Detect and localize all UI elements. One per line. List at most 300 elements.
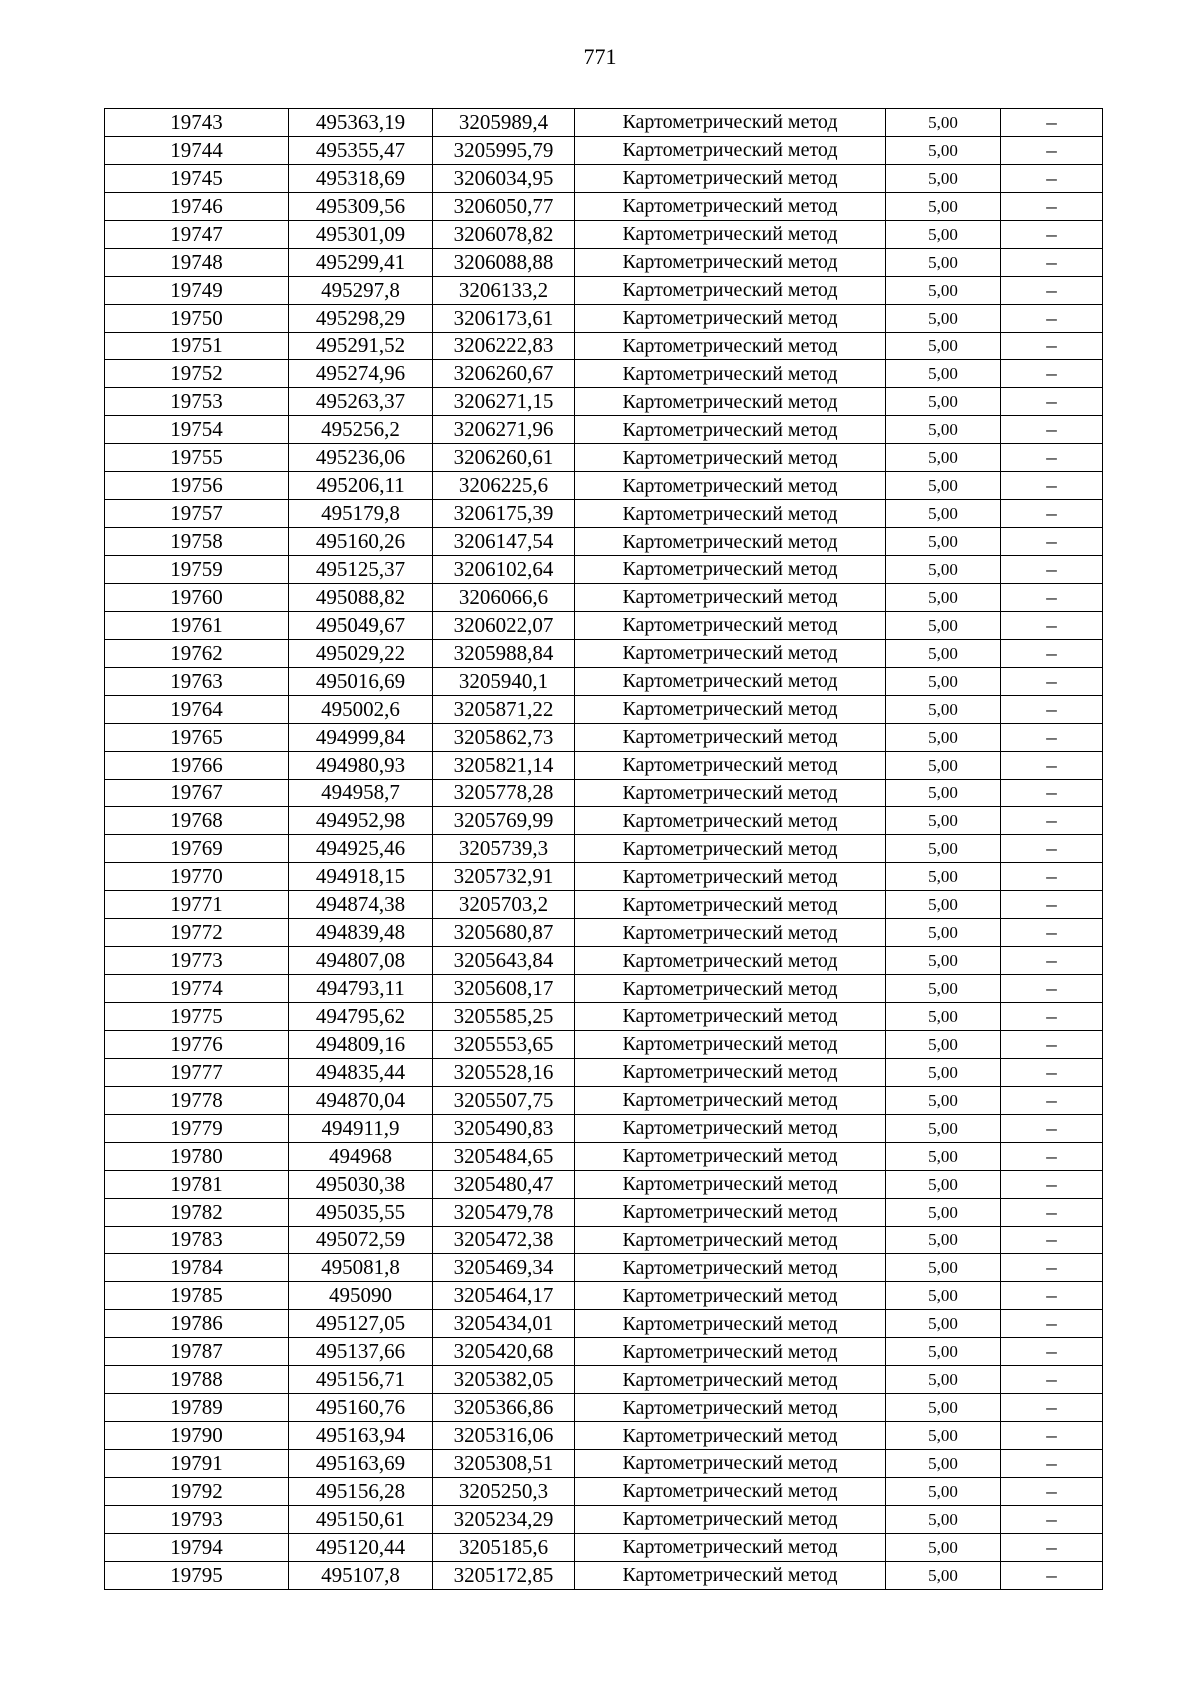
table-row [105, 220, 1103, 248]
table-row [105, 1170, 1103, 1198]
y-coordinate-cell: 3206222,83 [433, 332, 575, 360]
accuracy-cell: 5,00 [886, 1086, 1001, 1114]
method-cell: Картометрический метод [575, 1254, 886, 1282]
method-cell: Картометрический метод [575, 1030, 886, 1058]
table-row [105, 360, 1103, 388]
x-coordinate-cell: 495016,69 [289, 667, 433, 695]
empty-mark-cell: – [1001, 1254, 1103, 1282]
x-coordinate-cell: 495160,26 [289, 528, 433, 556]
x-coordinate-cell: 495081,8 [289, 1254, 433, 1282]
empty-mark-cell: – [1001, 1561, 1103, 1589]
x-coordinate-cell: 495156,71 [289, 1366, 433, 1394]
y-coordinate-cell: 3205490,83 [433, 1114, 575, 1142]
accuracy-cell: 5,00 [886, 1394, 1001, 1422]
y-coordinate-cell: 3206102,64 [433, 556, 575, 584]
point-id-cell: 19781 [105, 1170, 289, 1198]
point-id-cell: 19777 [105, 1058, 289, 1086]
y-coordinate-cell: 3206088,88 [433, 248, 575, 276]
table-row [105, 1366, 1103, 1394]
point-id-cell: 19759 [105, 556, 289, 584]
y-coordinate-cell: 3205469,34 [433, 1254, 575, 1282]
x-coordinate-cell: 495030,38 [289, 1170, 433, 1198]
y-coordinate-cell: 3205995,79 [433, 136, 575, 164]
accuracy-cell: 5,00 [886, 332, 1001, 360]
empty-mark-cell: – [1001, 304, 1103, 332]
empty-mark-cell: – [1001, 947, 1103, 975]
point-id-cell: 19760 [105, 583, 289, 611]
empty-mark-cell: – [1001, 1422, 1103, 1450]
x-coordinate-cell: 495090 [289, 1282, 433, 1310]
method-cell: Картометрический метод [575, 248, 886, 276]
point-id-cell: 19783 [105, 1226, 289, 1254]
x-coordinate-cell: 494980,93 [289, 751, 433, 779]
x-coordinate-cell: 494835,44 [289, 1058, 433, 1086]
x-coordinate-cell: 495163,69 [289, 1450, 433, 1478]
point-id-cell: 19745 [105, 164, 289, 192]
empty-mark-cell: – [1001, 1058, 1103, 1086]
point-id-cell: 19754 [105, 416, 289, 444]
method-cell: Картометрический метод [575, 1170, 886, 1198]
empty-mark-cell: – [1001, 611, 1103, 639]
accuracy-cell: 5,00 [886, 1003, 1001, 1031]
y-coordinate-cell: 3205643,84 [433, 947, 575, 975]
point-id-cell: 19786 [105, 1310, 289, 1338]
accuracy-cell: 5,00 [886, 1114, 1001, 1142]
empty-mark-cell: – [1001, 1282, 1103, 1310]
method-cell: Картометрический метод [575, 444, 886, 472]
point-id-cell: 19778 [105, 1086, 289, 1114]
method-cell: Картометрический метод [575, 109, 886, 137]
accuracy-cell: 5,00 [886, 835, 1001, 863]
table-row [105, 695, 1103, 723]
y-coordinate-cell: 3206260,61 [433, 444, 575, 472]
accuracy-cell: 5,00 [886, 472, 1001, 500]
empty-mark-cell: – [1001, 751, 1103, 779]
table-row [105, 975, 1103, 1003]
y-coordinate-cell: 3205989,4 [433, 109, 575, 137]
y-coordinate-cell: 3205420,68 [433, 1338, 575, 1366]
accuracy-cell: 5,00 [886, 304, 1001, 332]
table-row [105, 1142, 1103, 1170]
y-coordinate-cell: 3205769,99 [433, 807, 575, 835]
empty-mark-cell: – [1001, 1142, 1103, 1170]
accuracy-cell: 5,00 [886, 1338, 1001, 1366]
y-coordinate-cell: 3205585,25 [433, 1003, 575, 1031]
empty-mark-cell: – [1001, 332, 1103, 360]
point-id-cell: 19751 [105, 332, 289, 360]
y-coordinate-cell: 3205434,01 [433, 1310, 575, 1338]
method-cell: Картометрический метод [575, 807, 886, 835]
accuracy-cell: 5,00 [886, 723, 1001, 751]
x-coordinate-cell: 495150,61 [289, 1505, 433, 1533]
method-cell: Картометрический метод [575, 136, 886, 164]
accuracy-cell: 5,00 [886, 891, 1001, 919]
accuracy-cell: 5,00 [886, 1366, 1001, 1394]
empty-mark-cell: – [1001, 444, 1103, 472]
empty-mark-cell: – [1001, 1198, 1103, 1226]
x-coordinate-cell: 495263,37 [289, 388, 433, 416]
accuracy-cell: 5,00 [886, 276, 1001, 304]
method-cell: Картометрический метод [575, 1226, 886, 1254]
table-row [105, 583, 1103, 611]
empty-mark-cell: – [1001, 1394, 1103, 1422]
point-id-cell: 19758 [105, 528, 289, 556]
point-id-cell: 19785 [105, 1282, 289, 1310]
method-cell: Картометрический метод [575, 1338, 886, 1366]
x-coordinate-cell: 495179,8 [289, 500, 433, 528]
accuracy-cell: 5,00 [886, 751, 1001, 779]
x-coordinate-cell: 495297,8 [289, 276, 433, 304]
table-row [105, 1282, 1103, 1310]
method-cell: Картометрический метод [575, 947, 886, 975]
empty-mark-cell: – [1001, 1450, 1103, 1478]
empty-mark-cell: – [1001, 667, 1103, 695]
x-coordinate-cell: 494807,08 [289, 947, 433, 975]
accuracy-cell: 5,00 [886, 779, 1001, 807]
method-cell: Картометрический метод [575, 416, 886, 444]
y-coordinate-cell: 3205382,05 [433, 1366, 575, 1394]
empty-mark-cell: – [1001, 975, 1103, 1003]
accuracy-cell: 5,00 [886, 1058, 1001, 1086]
point-id-cell: 19768 [105, 807, 289, 835]
empty-mark-cell: – [1001, 1477, 1103, 1505]
table-row [105, 472, 1103, 500]
method-cell: Картометрический метод [575, 639, 886, 667]
table-row [105, 248, 1103, 276]
x-coordinate-cell: 494809,16 [289, 1030, 433, 1058]
table-row [105, 919, 1103, 947]
empty-mark-cell: – [1001, 276, 1103, 304]
y-coordinate-cell: 3205553,65 [433, 1030, 575, 1058]
x-coordinate-cell: 495301,09 [289, 220, 433, 248]
empty-mark-cell: – [1001, 1338, 1103, 1366]
table-row [105, 1030, 1103, 1058]
x-coordinate-cell: 495072,59 [289, 1226, 433, 1254]
x-coordinate-cell: 494795,62 [289, 1003, 433, 1031]
empty-mark-cell: – [1001, 248, 1103, 276]
point-id-cell: 19769 [105, 835, 289, 863]
table-row [105, 639, 1103, 667]
method-cell: Картометрический метод [575, 1142, 886, 1170]
method-cell: Картометрический метод [575, 1561, 886, 1589]
x-coordinate-cell: 495256,2 [289, 416, 433, 444]
x-coordinate-cell: 495156,28 [289, 1477, 433, 1505]
empty-mark-cell: – [1001, 1310, 1103, 1338]
method-cell: Картометрический метод [575, 1422, 886, 1450]
y-coordinate-cell: 3205821,14 [433, 751, 575, 779]
table-row [105, 667, 1103, 695]
method-cell: Картометрический метод [575, 332, 886, 360]
x-coordinate-cell: 495107,8 [289, 1561, 433, 1589]
y-coordinate-cell: 3206173,61 [433, 304, 575, 332]
table-row [105, 891, 1103, 919]
x-coordinate-cell: 494793,11 [289, 975, 433, 1003]
method-cell: Картометрический метод [575, 360, 886, 388]
x-coordinate-cell: 495355,47 [289, 136, 433, 164]
empty-mark-cell: – [1001, 1170, 1103, 1198]
empty-mark-cell: – [1001, 639, 1103, 667]
method-cell: Картометрический метод [575, 667, 886, 695]
method-cell: Картометрический метод [575, 1477, 886, 1505]
method-cell: Картометрический метод [575, 723, 886, 751]
y-coordinate-cell: 3206271,96 [433, 416, 575, 444]
y-coordinate-cell: 3205871,22 [433, 695, 575, 723]
empty-mark-cell: – [1001, 583, 1103, 611]
y-coordinate-cell: 3205484,65 [433, 1142, 575, 1170]
empty-mark-cell: – [1001, 136, 1103, 164]
point-id-cell: 19775 [105, 1003, 289, 1031]
empty-mark-cell: – [1001, 528, 1103, 556]
point-id-cell: 19790 [105, 1422, 289, 1450]
x-coordinate-cell: 495236,06 [289, 444, 433, 472]
point-id-cell: 19787 [105, 1338, 289, 1366]
point-id-cell: 19771 [105, 891, 289, 919]
method-cell: Картометрический метод [575, 919, 886, 947]
table-row [105, 1226, 1103, 1254]
y-coordinate-cell: 3206225,6 [433, 472, 575, 500]
table-row [105, 947, 1103, 975]
point-id-cell: 19746 [105, 192, 289, 220]
x-coordinate-cell: 494999,84 [289, 723, 433, 751]
method-cell: Картометрический метод [575, 1533, 886, 1561]
empty-mark-cell: – [1001, 360, 1103, 388]
point-id-cell: 19747 [105, 220, 289, 248]
method-cell: Картометрический метод [575, 192, 886, 220]
method-cell: Картометрический метод [575, 500, 886, 528]
x-coordinate-cell: 495029,22 [289, 639, 433, 667]
empty-mark-cell: – [1001, 192, 1103, 220]
point-id-cell: 19770 [105, 863, 289, 891]
y-coordinate-cell: 3205316,06 [433, 1422, 575, 1450]
accuracy-cell: 5,00 [886, 1282, 1001, 1310]
point-id-cell: 19752 [105, 360, 289, 388]
table-row [105, 779, 1103, 807]
empty-mark-cell: – [1001, 779, 1103, 807]
x-coordinate-cell: 495127,05 [289, 1310, 433, 1338]
empty-mark-cell: – [1001, 723, 1103, 751]
method-cell: Картометрический метод [575, 1394, 886, 1422]
empty-mark-cell: – [1001, 416, 1103, 444]
y-coordinate-cell: 3205778,28 [433, 779, 575, 807]
point-id-cell: 19753 [105, 388, 289, 416]
accuracy-cell: 5,00 [886, 1226, 1001, 1254]
x-coordinate-cell: 494870,04 [289, 1086, 433, 1114]
empty-mark-cell: – [1001, 1114, 1103, 1142]
method-cell: Картометрический метод [575, 556, 886, 584]
x-coordinate-cell: 495274,96 [289, 360, 433, 388]
y-coordinate-cell: 3205680,87 [433, 919, 575, 947]
point-id-cell: 19765 [105, 723, 289, 751]
accuracy-cell: 5,00 [886, 220, 1001, 248]
accuracy-cell: 5,00 [886, 528, 1001, 556]
x-coordinate-cell: 495160,76 [289, 1394, 433, 1422]
empty-mark-cell: – [1001, 919, 1103, 947]
point-id-cell: 19791 [105, 1450, 289, 1478]
empty-mark-cell: – [1001, 500, 1103, 528]
point-id-cell: 19761 [105, 611, 289, 639]
accuracy-cell: 5,00 [886, 556, 1001, 584]
y-coordinate-cell: 3205479,78 [433, 1198, 575, 1226]
table-row [105, 1505, 1103, 1533]
y-coordinate-cell: 3206260,67 [433, 360, 575, 388]
point-id-cell: 19743 [105, 109, 289, 137]
y-coordinate-cell: 3205732,91 [433, 863, 575, 891]
point-id-cell: 19782 [105, 1198, 289, 1226]
table-row [105, 556, 1103, 584]
y-coordinate-cell: 3205507,75 [433, 1086, 575, 1114]
accuracy-cell: 5,00 [886, 611, 1001, 639]
table-row [105, 1310, 1103, 1338]
x-coordinate-cell: 495299,41 [289, 248, 433, 276]
accuracy-cell: 5,00 [886, 807, 1001, 835]
method-cell: Картометрический метод [575, 528, 886, 556]
point-id-cell: 19779 [105, 1114, 289, 1142]
y-coordinate-cell: 3205739,3 [433, 835, 575, 863]
x-coordinate-cell: 495163,94 [289, 1422, 433, 1450]
table-row [105, 1058, 1103, 1086]
y-coordinate-cell: 3205528,16 [433, 1058, 575, 1086]
table-row [105, 1533, 1103, 1561]
method-cell: Картометрический метод [575, 863, 886, 891]
table-row [105, 109, 1103, 137]
empty-mark-cell: – [1001, 863, 1103, 891]
point-id-cell: 19762 [105, 639, 289, 667]
empty-mark-cell: – [1001, 1003, 1103, 1031]
accuracy-cell: 5,00 [886, 1533, 1001, 1561]
accuracy-cell: 5,00 [886, 1254, 1001, 1282]
x-coordinate-cell: 494918,15 [289, 863, 433, 891]
point-id-cell: 19764 [105, 695, 289, 723]
method-cell: Картометрический метод [575, 164, 886, 192]
table-row [105, 1561, 1103, 1589]
y-coordinate-cell: 3205234,29 [433, 1505, 575, 1533]
point-id-cell: 19776 [105, 1030, 289, 1058]
accuracy-cell: 5,00 [886, 1450, 1001, 1478]
table-row [105, 304, 1103, 332]
accuracy-cell: 5,00 [886, 1198, 1001, 1226]
method-cell: Картометрический метод [575, 1198, 886, 1226]
method-cell: Картометрический метод [575, 835, 886, 863]
table-row [105, 500, 1103, 528]
accuracy-cell: 5,00 [886, 164, 1001, 192]
y-coordinate-cell: 3206147,54 [433, 528, 575, 556]
point-id-cell: 19789 [105, 1394, 289, 1422]
accuracy-cell: 5,00 [886, 583, 1001, 611]
y-coordinate-cell: 3206022,07 [433, 611, 575, 639]
table-row [105, 835, 1103, 863]
page-number: 771 [583, 44, 617, 69]
table-row [105, 1086, 1103, 1114]
table-row [105, 863, 1103, 891]
point-id-cell: 19794 [105, 1533, 289, 1561]
point-id-cell: 19795 [105, 1561, 289, 1589]
x-coordinate-cell: 495002,6 [289, 695, 433, 723]
empty-mark-cell: – [1001, 1226, 1103, 1254]
y-coordinate-cell: 3205185,6 [433, 1533, 575, 1561]
x-coordinate-cell: 495137,66 [289, 1338, 433, 1366]
accuracy-cell: 5,00 [886, 947, 1001, 975]
coordinates-table [104, 108, 1103, 1590]
point-id-cell: 19792 [105, 1477, 289, 1505]
x-coordinate-cell: 495206,11 [289, 472, 433, 500]
empty-mark-cell: – [1001, 1533, 1103, 1561]
point-id-cell: 19757 [105, 500, 289, 528]
empty-mark-cell: – [1001, 1030, 1103, 1058]
table-row [105, 276, 1103, 304]
method-cell: Картометрический метод [575, 1505, 886, 1533]
empty-mark-cell: – [1001, 891, 1103, 919]
table-row [105, 416, 1103, 444]
accuracy-cell: 5,00 [886, 639, 1001, 667]
method-cell: Картометрический метод [575, 751, 886, 779]
table-row [105, 1254, 1103, 1282]
y-coordinate-cell: 3205472,38 [433, 1226, 575, 1254]
x-coordinate-cell: 495088,82 [289, 583, 433, 611]
point-id-cell: 19750 [105, 304, 289, 332]
table-row [105, 192, 1103, 220]
method-cell: Картометрический метод [575, 1058, 886, 1086]
x-coordinate-cell: 495298,29 [289, 304, 433, 332]
point-id-cell: 19766 [105, 751, 289, 779]
accuracy-cell: 5,00 [886, 863, 1001, 891]
y-coordinate-cell: 3205480,47 [433, 1170, 575, 1198]
accuracy-cell: 5,00 [886, 444, 1001, 472]
x-coordinate-cell: 495363,19 [289, 109, 433, 137]
point-id-cell: 19773 [105, 947, 289, 975]
accuracy-cell: 5,00 [886, 1422, 1001, 1450]
method-cell: Картометрический метод [575, 1450, 886, 1478]
point-id-cell: 19748 [105, 248, 289, 276]
table-row [105, 136, 1103, 164]
table-body [105, 109, 1103, 1590]
method-cell: Картометрический метод [575, 220, 886, 248]
table-row [105, 1338, 1103, 1366]
accuracy-cell: 5,00 [886, 1030, 1001, 1058]
table-row [105, 1003, 1103, 1031]
method-cell: Картометрический метод [575, 1114, 886, 1142]
accuracy-cell: 5,00 [886, 975, 1001, 1003]
table-row [105, 444, 1103, 472]
x-coordinate-cell: 495035,55 [289, 1198, 433, 1226]
point-id-cell: 19744 [105, 136, 289, 164]
accuracy-cell: 5,00 [886, 416, 1001, 444]
point-id-cell: 19763 [105, 667, 289, 695]
point-id-cell: 19756 [105, 472, 289, 500]
table-row [105, 751, 1103, 779]
accuracy-cell: 5,00 [886, 1142, 1001, 1170]
empty-mark-cell: – [1001, 1366, 1103, 1394]
x-coordinate-cell: 495291,52 [289, 332, 433, 360]
empty-mark-cell: – [1001, 1505, 1103, 1533]
accuracy-cell: 5,00 [886, 388, 1001, 416]
empty-mark-cell: – [1001, 388, 1103, 416]
y-coordinate-cell: 3205366,86 [433, 1394, 575, 1422]
table-row [105, 1198, 1103, 1226]
method-cell: Картометрический метод [575, 304, 886, 332]
empty-mark-cell: – [1001, 472, 1103, 500]
y-coordinate-cell: 3205250,3 [433, 1477, 575, 1505]
accuracy-cell: 5,00 [886, 1561, 1001, 1589]
y-coordinate-cell: 3205988,84 [433, 639, 575, 667]
table-row [105, 332, 1103, 360]
empty-mark-cell: – [1001, 695, 1103, 723]
table-row [105, 807, 1103, 835]
accuracy-cell: 5,00 [886, 667, 1001, 695]
x-coordinate-cell: 494911,9 [289, 1114, 433, 1142]
method-cell: Картометрический метод [575, 583, 886, 611]
accuracy-cell: 5,00 [886, 248, 1001, 276]
x-coordinate-cell: 495318,69 [289, 164, 433, 192]
